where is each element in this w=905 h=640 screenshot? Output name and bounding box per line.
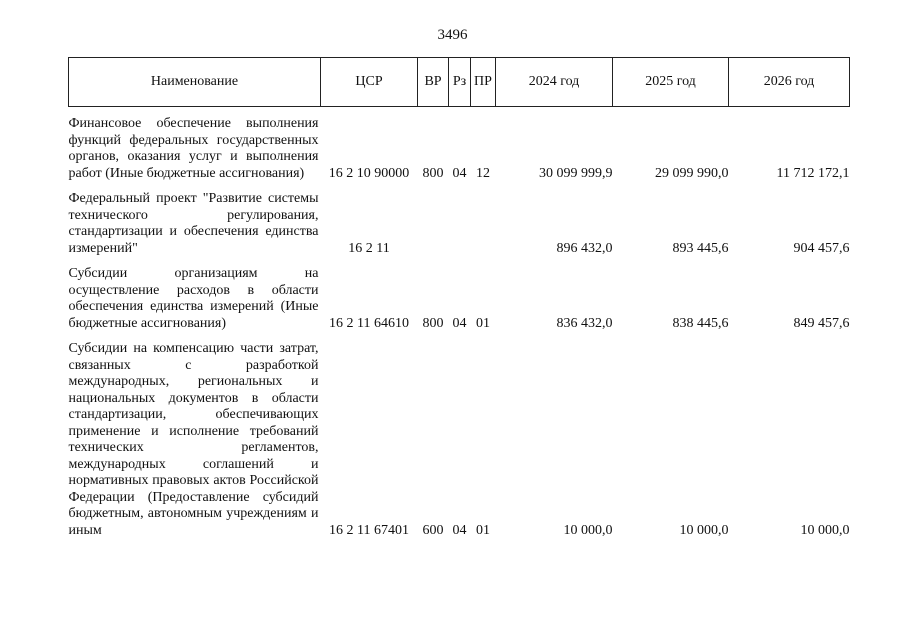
header-name: Наименование (69, 58, 321, 107)
header-pr: ПР (471, 58, 496, 107)
row-amount-2024: 30 099 999,9 (539, 165, 613, 181)
header-2025: 2025 год (613, 58, 729, 107)
row-amount-2024: 896 432,0 (556, 240, 613, 256)
row-name: Финансовое обеспечение выполнения функций федеральных государственных органов, оказания услуг и выполнения работ (Иные бюджетные ассигнования) (68, 116, 319, 181)
row-rz (449, 191, 471, 257)
row-amount-2024: 10 000,0 (563, 522, 613, 538)
page-number: 3496 (437, 27, 468, 43)
row-vr: 800 (422, 315, 444, 331)
row-amount-2025: 10 000,0 (679, 522, 729, 538)
row-vr: 800 (422, 165, 444, 181)
row-vr (418, 191, 449, 257)
header-2026: 2026 год (729, 58, 850, 107)
row-pr: 01 (476, 522, 490, 538)
header-csr: ЦСР (321, 58, 418, 107)
row-name: Субсидии на компенсацию части затрат, связанных с разработкой международных, региональных и национальных документов в области стандартизации, обеспечивающих применение и исполнение требований технических регламентов, международных соглашений и нормативных правовых актов Российской Федерации (Предоставление субсидий бюджетным, автономным учреждениям и иным (68, 341, 319, 538)
table-row (69, 191, 850, 257)
table-row (69, 341, 850, 539)
row-amount-2025: 838 445,6 (672, 315, 729, 331)
row-name: Субсидии организациям на осуществление расходов в области обеспечения единства измерений (Иные бюджетные ассигнования) (68, 266, 319, 331)
row-pr: 01 (476, 315, 490, 331)
row-name: Федеральный проект "Развитие системы технического регулирования, стандартизации и обеспечения единства измерений" (68, 191, 319, 256)
header-rz: Рз (449, 58, 471, 107)
row-amount-2026: 11 712 172,1 (776, 165, 850, 181)
row-vr: 600 (422, 522, 444, 538)
row-pr: 12 (476, 165, 490, 181)
row-pr (471, 191, 496, 257)
row-amount-2024: 836 432,0 (556, 315, 613, 331)
table-row (69, 116, 850, 182)
budget-table-container (68, 57, 849, 539)
header-2024: 2024 год (496, 58, 613, 107)
row-rz: 04 (452, 165, 467, 181)
table-body (69, 107, 850, 540)
budget-table (68, 57, 850, 539)
row-csr: 16 2 10 90000 (328, 165, 410, 181)
row-csr: 16 2 11 64610 (329, 315, 409, 331)
row-rz: 04 (452, 315, 467, 331)
row-csr: 16 2 11 67401 (329, 522, 409, 538)
table-header (69, 58, 850, 107)
row-amount-2026: 849 457,6 (793, 315, 850, 331)
table-row (69, 266, 850, 332)
row-rz: 04 (452, 522, 467, 538)
row-amount-2026: 10 000,0 (800, 522, 850, 538)
header-vr: ВР (418, 58, 449, 107)
row-amount-2025: 29 099 990,0 (655, 165, 729, 181)
row-csr: 16 2 11 (348, 240, 390, 256)
row-amount-2025: 893 445,6 (672, 240, 729, 256)
row-amount-2026: 904 457,6 (793, 240, 850, 256)
